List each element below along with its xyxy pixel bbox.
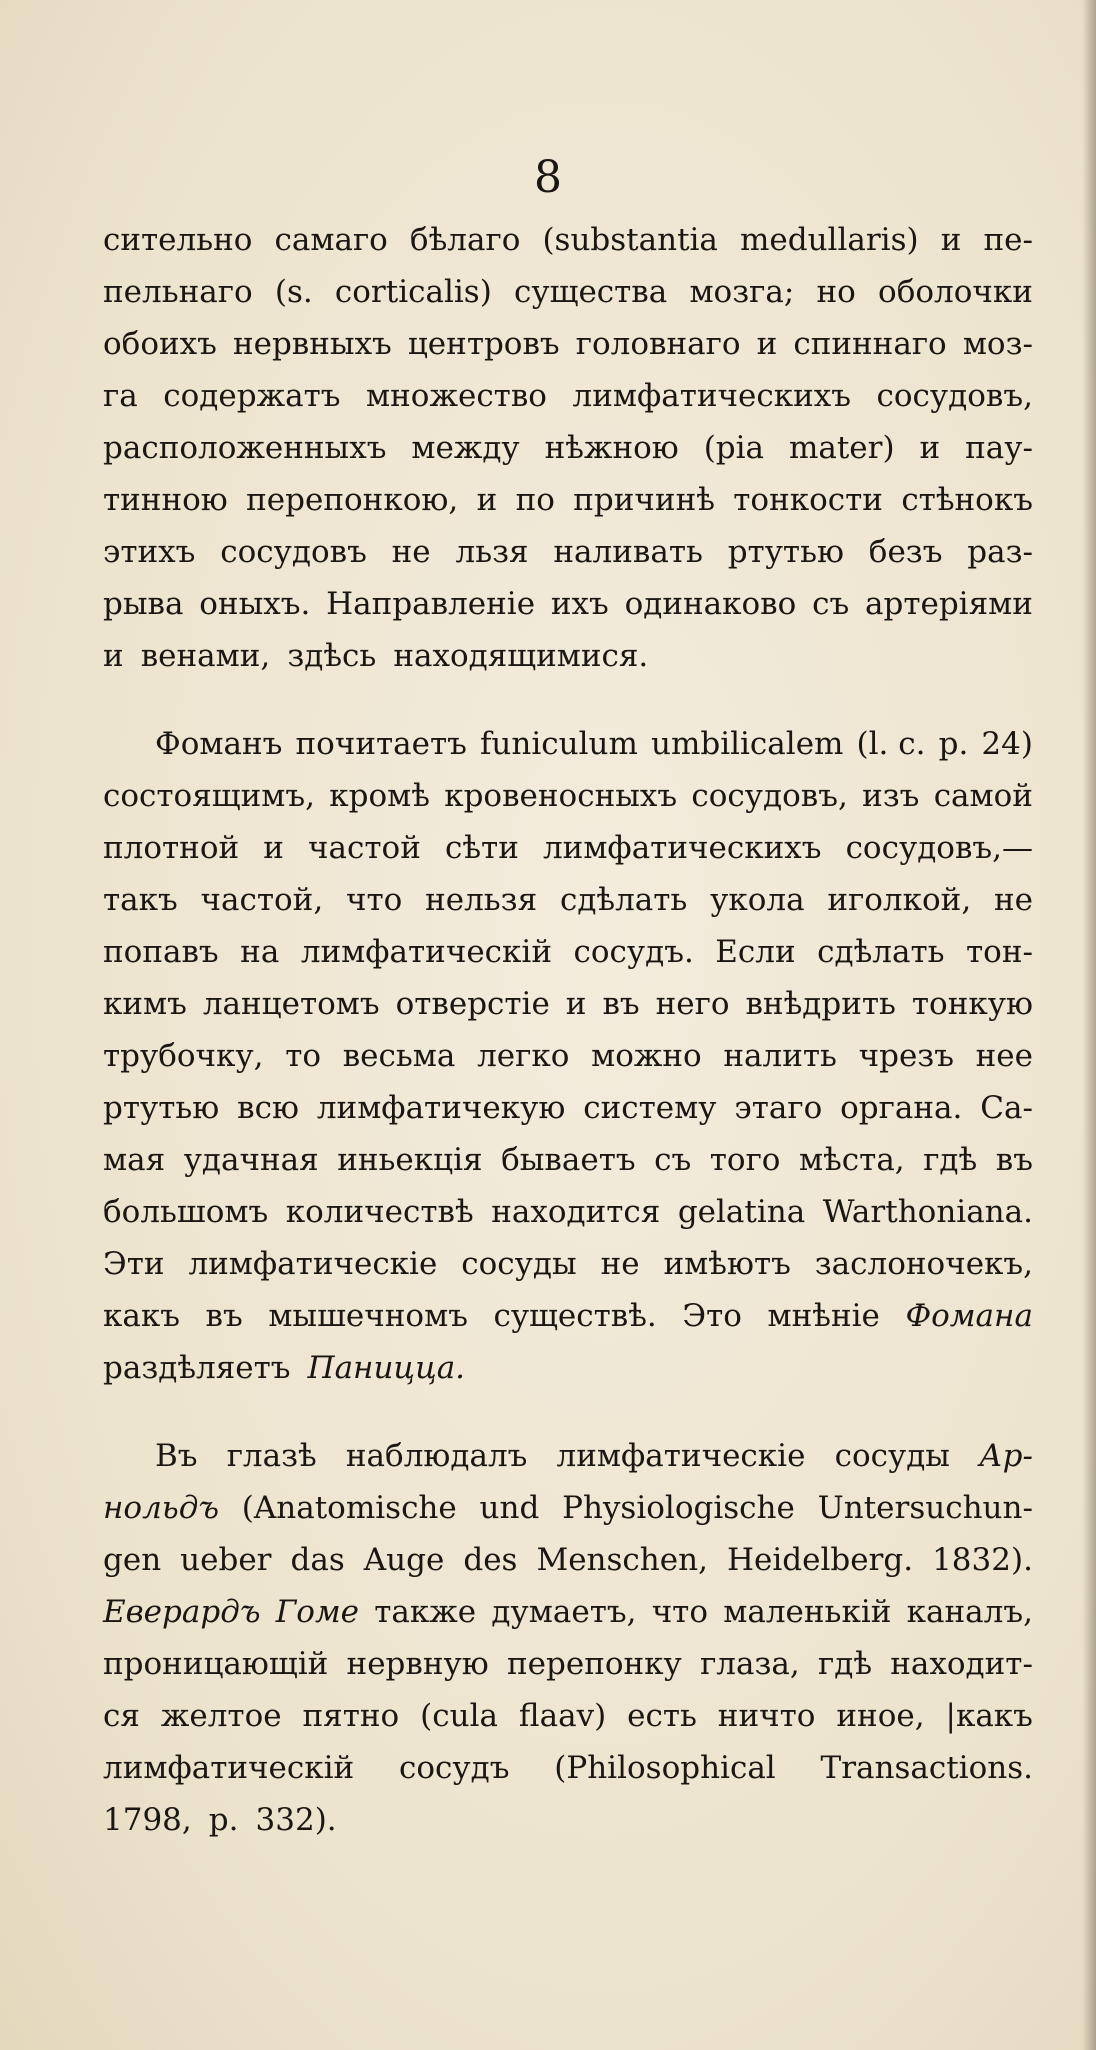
- word: весьма: [342, 1038, 456, 1074]
- text-line: [103, 318, 1033, 370]
- word: тонкости: [733, 482, 883, 518]
- word: пе-: [983, 222, 1033, 258]
- word: и: [476, 482, 498, 518]
- word: самой: [933, 778, 1033, 814]
- word: (Anatomische: [241, 1490, 457, 1526]
- word: оболочки: [878, 274, 1033, 310]
- word: га: [103, 378, 138, 414]
- paragraph: [103, 718, 1033, 1394]
- paragraph: [103, 1430, 1033, 1846]
- word: заслоночекъ,: [814, 1246, 1033, 1282]
- word: des: [463, 1542, 518, 1578]
- word: нервныхъ: [232, 326, 392, 362]
- word: находящимися.: [393, 638, 649, 674]
- word: спиннаго: [793, 326, 947, 362]
- text-line: [103, 718, 1033, 770]
- text-line: [103, 1586, 1033, 1638]
- word: medullaris): [740, 222, 919, 258]
- word: пау-: [965, 430, 1033, 466]
- text-line: [103, 1534, 1033, 1586]
- word: мнѣніе: [767, 1298, 880, 1334]
- word: и: [919, 430, 941, 466]
- word: какъ: [103, 1298, 180, 1334]
- word: Паницца.: [307, 1350, 466, 1386]
- word: бываетъ: [501, 1142, 636, 1178]
- text-line: [103, 1794, 1033, 1846]
- word: тонкую: [911, 986, 1033, 1022]
- word: (Philosophical: [554, 1750, 776, 1786]
- word: |какъ: [945, 1698, 1033, 1734]
- word: нольдъ: [103, 1490, 220, 1526]
- word: каналъ,: [906, 1594, 1033, 1630]
- word: попавъ: [103, 934, 219, 970]
- word: въ: [205, 1298, 243, 1334]
- word: Untersuchun-: [817, 1490, 1033, 1526]
- word: тинною: [103, 482, 228, 518]
- word: легко: [477, 1038, 570, 1074]
- word: съ: [812, 586, 850, 622]
- word: p.: [208, 1802, 239, 1838]
- word: въ: [602, 986, 640, 1022]
- word: Physiologische: [562, 1490, 795, 1526]
- text-line: [103, 1238, 1033, 1290]
- word: кромѣ: [329, 778, 430, 814]
- word: причинѣ: [573, 482, 715, 518]
- word: по: [515, 482, 555, 518]
- word: (s.: [274, 274, 313, 310]
- word: этаго: [734, 1090, 823, 1126]
- word: нее: [975, 1038, 1033, 1074]
- word: (substantia: [542, 222, 718, 258]
- text-line: [103, 578, 1033, 630]
- word: находится: [491, 1194, 661, 1230]
- word: льзя: [455, 534, 529, 570]
- text-line: [103, 1482, 1033, 1534]
- word: бѣлаго: [409, 222, 521, 258]
- text-line: [103, 1430, 1033, 1482]
- word: ueber: [180, 1542, 272, 1578]
- page-number: 8: [534, 152, 562, 203]
- word: наблюдалъ: [345, 1438, 528, 1474]
- text-line: [103, 630, 1033, 682]
- word: частой,: [200, 882, 324, 918]
- word: p.: [938, 726, 969, 762]
- word: этихъ: [103, 534, 196, 570]
- word: (pia: [703, 430, 765, 466]
- word: сосуды: [834, 1438, 950, 1474]
- word: сосудовъ,—: [845, 830, 1033, 866]
- word: Auge: [363, 1542, 445, 1578]
- text-line: [103, 770, 1033, 822]
- word: маленькій: [723, 1594, 892, 1630]
- word: одинаково: [624, 586, 797, 622]
- word: количествѣ: [285, 1194, 474, 1230]
- word: Transactions.: [820, 1750, 1033, 1786]
- text-line: [103, 1082, 1033, 1134]
- word: кровеносныхъ: [444, 778, 678, 814]
- word: пятно: [302, 1698, 400, 1734]
- word: Въ: [155, 1438, 198, 1474]
- word: тон-: [966, 934, 1033, 970]
- word: и: [756, 326, 778, 362]
- text-line: [103, 266, 1033, 318]
- word: есть: [627, 1698, 697, 1734]
- text-line: [103, 422, 1033, 474]
- word: что: [346, 882, 403, 918]
- word: расположенныхъ: [103, 430, 387, 466]
- text-line: [103, 1030, 1033, 1082]
- word: нѣжною: [544, 430, 679, 466]
- word: сдѣлать: [817, 934, 945, 970]
- word: 24): [981, 726, 1033, 762]
- word: въ: [995, 1142, 1033, 1178]
- word: ртутью: [103, 1090, 220, 1126]
- word: здѣсь: [287, 638, 377, 674]
- word: и: [565, 986, 587, 1022]
- word: лимфатическіе: [188, 1246, 438, 1282]
- word: наливать: [553, 534, 703, 570]
- word: gelatina: [677, 1194, 806, 1230]
- word: почитаетъ: [295, 726, 467, 762]
- word: такъ: [103, 882, 178, 918]
- word: внѣдрить: [745, 986, 896, 1022]
- text-line: [103, 1342, 1033, 1394]
- word: ланцетомъ: [202, 986, 380, 1022]
- word: иголкой,: [827, 882, 972, 918]
- word: того: [709, 1142, 781, 1178]
- word: между: [411, 430, 520, 466]
- word: существѣ.: [493, 1298, 657, 1334]
- word: мая: [103, 1142, 166, 1178]
- word: перепонкою,: [246, 482, 459, 518]
- word: раздѣляетъ: [103, 1350, 291, 1386]
- text-line: [103, 1690, 1033, 1742]
- word: центровъ: [407, 326, 560, 362]
- word: Warthoniana.: [822, 1194, 1033, 1230]
- text-line: [103, 526, 1033, 578]
- word: и: [940, 222, 962, 258]
- word: иное,: [836, 1698, 925, 1734]
- text-line: [103, 474, 1033, 526]
- word: сосудовъ: [220, 534, 367, 570]
- word: Гоме: [275, 1594, 360, 1630]
- word: лимфатическихъ: [542, 830, 822, 866]
- word: ничто: [717, 1698, 816, 1734]
- word: находит-: [890, 1646, 1033, 1682]
- text-line: [103, 978, 1033, 1030]
- word: das: [290, 1542, 345, 1578]
- word: 1798,: [103, 1802, 192, 1838]
- word: ртутью: [727, 534, 844, 570]
- word: но: [816, 274, 856, 310]
- word: что: [651, 1594, 708, 1630]
- word: flaav): [518, 1698, 607, 1734]
- word: глаза,: [700, 1646, 800, 1682]
- word: Если: [715, 934, 796, 970]
- word: иньекція: [337, 1142, 483, 1178]
- word: него: [655, 986, 730, 1022]
- word: (cula: [420, 1698, 498, 1734]
- word: не: [993, 882, 1033, 918]
- text-line: [103, 370, 1033, 422]
- word: сосудъ: [399, 1750, 510, 1786]
- word: артеріями: [865, 586, 1033, 622]
- word: лимфатичекую: [316, 1090, 566, 1126]
- word: удачная: [183, 1142, 319, 1178]
- word: сосудовъ,: [691, 778, 848, 814]
- word: частой: [308, 830, 421, 866]
- word: gen: [103, 1542, 162, 1578]
- word: гдѣ: [817, 1646, 873, 1682]
- word: funiculum: [479, 726, 638, 762]
- word: думаетъ,: [491, 1594, 637, 1630]
- word: головнаго: [575, 326, 741, 362]
- word: кимъ: [103, 986, 187, 1022]
- word: лимфатическихъ: [572, 378, 851, 414]
- word: укола: [710, 882, 805, 918]
- word: corticalis): [334, 274, 492, 310]
- word: также: [374, 1594, 477, 1630]
- word: und: [479, 1490, 540, 1526]
- word: венами,: [140, 638, 271, 674]
- word: состоящимъ,: [103, 778, 315, 814]
- text-line: [103, 874, 1033, 926]
- text-line: [103, 214, 1033, 266]
- word: плотной: [103, 830, 240, 866]
- word: и: [103, 638, 124, 674]
- word: содержатъ: [163, 378, 341, 414]
- word: систему: [583, 1090, 717, 1126]
- word: сосудъ.: [573, 934, 694, 970]
- word: проницающій: [103, 1646, 329, 1682]
- word: гдѣ: [923, 1142, 978, 1178]
- word: сдѣлать: [559, 882, 688, 918]
- word: отверстіе: [395, 986, 550, 1022]
- word: и: [263, 830, 284, 866]
- word: органа.: [840, 1090, 963, 1126]
- text-line: [103, 1134, 1033, 1186]
- word: umbilicalem: [650, 726, 844, 762]
- paragraph: [103, 214, 1033, 682]
- word: обоихъ: [103, 326, 217, 362]
- text-line: [103, 822, 1033, 874]
- word: глазѣ: [226, 1438, 317, 1474]
- word: мозга;: [689, 274, 795, 310]
- word: сѣти: [444, 830, 519, 866]
- word: лимфатическіе: [556, 1438, 806, 1474]
- word: не: [600, 1246, 640, 1282]
- text-line: [103, 1742, 1033, 1794]
- word: Направленіе: [326, 586, 536, 622]
- word: Ар-: [979, 1438, 1033, 1474]
- word: ся: [103, 1698, 140, 1734]
- body-text: [103, 214, 1033, 1846]
- word: mater): [788, 430, 895, 466]
- word: изъ: [862, 778, 920, 814]
- word: (l. c.: [856, 726, 926, 762]
- word: на: [240, 934, 280, 970]
- word: большомъ: [103, 1194, 269, 1230]
- word: трубочку,: [103, 1038, 264, 1074]
- word: Фоманъ: [155, 726, 283, 762]
- word: раз-: [967, 534, 1033, 570]
- word: нервную: [346, 1646, 489, 1682]
- word: то: [285, 1038, 322, 1074]
- word: имѣютъ: [663, 1246, 791, 1282]
- word: самаго: [274, 222, 388, 258]
- word: Heidelberg.: [726, 1542, 914, 1578]
- word: Са-: [980, 1090, 1033, 1126]
- word: оныхъ.: [199, 586, 311, 622]
- word: безъ: [868, 534, 943, 570]
- text-line: [103, 926, 1033, 978]
- word: 1832).: [932, 1542, 1033, 1578]
- word: желтое: [160, 1698, 282, 1734]
- text-line: [103, 1186, 1033, 1238]
- word: лимфатическій: [103, 1750, 355, 1786]
- word: перепонку: [507, 1646, 682, 1682]
- word: ихъ: [550, 586, 609, 622]
- paragraph-gap: [103, 1394, 1033, 1430]
- word: не: [391, 534, 431, 570]
- text-line: [103, 1638, 1033, 1690]
- word: стѣнокъ: [901, 482, 1033, 518]
- word: всю: [237, 1090, 299, 1126]
- word: Это: [682, 1298, 742, 1334]
- word: чрезъ: [858, 1038, 954, 1074]
- word: Эти: [103, 1246, 165, 1282]
- word: пельнаго: [103, 274, 253, 310]
- word: Еверардъ: [103, 1594, 261, 1630]
- word: можно: [591, 1038, 702, 1074]
- word: налить: [723, 1038, 837, 1074]
- word: мышечномъ: [268, 1298, 468, 1334]
- text-line: [103, 1290, 1033, 1342]
- word: сительно: [103, 222, 253, 258]
- word: множество: [366, 378, 547, 414]
- word: моз-: [962, 326, 1033, 362]
- word: рыва: [103, 586, 184, 622]
- word: мѣста,: [799, 1142, 905, 1178]
- word: существа: [514, 274, 668, 310]
- word: нельзя: [425, 882, 538, 918]
- paragraph-gap: [103, 682, 1033, 718]
- word: Menschen,: [536, 1542, 708, 1578]
- word: Фомана: [905, 1298, 1033, 1334]
- word: 332).: [255, 1802, 337, 1838]
- word: лимфатическій: [300, 934, 552, 970]
- word: сосуды: [461, 1246, 577, 1282]
- word: сосудовъ,: [876, 378, 1033, 414]
- word: съ: [654, 1142, 692, 1178]
